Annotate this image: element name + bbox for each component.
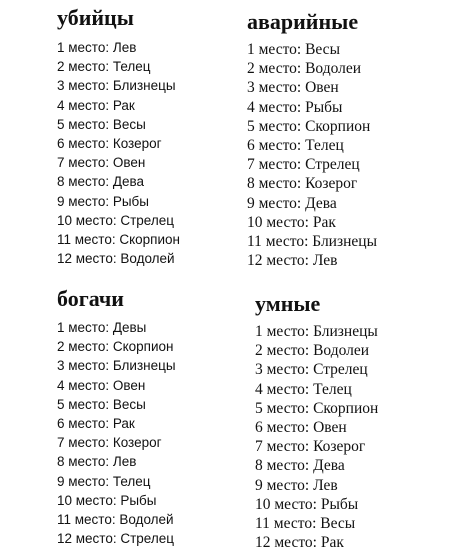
list-item: 11 место: Водолей — [57, 512, 174, 528]
list-item: 12 место: Лев — [247, 252, 338, 270]
list-item: 11 место: Скорпион — [57, 232, 180, 248]
list-item: 8 место: Дева — [255, 457, 345, 475]
list-item: 6 место: Рак — [57, 416, 135, 432]
list-item: 10 место: Стрелец — [57, 212, 174, 228]
section-title: аварийные — [247, 9, 359, 34]
list-item: 3 место: Близнецы — [57, 78, 176, 94]
ranking-list — [57, 318, 176, 548]
list-item: 4 место: Овен — [57, 377, 146, 393]
list-item: 1 место: Лев — [57, 40, 137, 55]
list-item: 12 место: Рак — [255, 534, 344, 552]
list-item: 5 место: Скорпион — [247, 117, 371, 135]
ranking-list — [57, 38, 180, 268]
section-rich — [57, 287, 176, 548]
list-item: 4 место: Рак — [57, 97, 135, 113]
list-item: 10 место: Рыбы — [57, 492, 157, 508]
list-item: 12 место: Стрелец — [57, 531, 174, 547]
list-item: 6 место: Козерог — [57, 136, 162, 152]
list-item: 7 место: Козерог — [57, 435, 162, 451]
section-smart — [255, 292, 378, 552]
list-item: 3 место: Овен — [247, 79, 339, 97]
list-item: 5 место: Весы — [57, 116, 146, 132]
list-item: 7 место: Стрелец — [247, 156, 360, 174]
list-item: 1 место: Девы — [57, 320, 147, 335]
list-item: 12 место: Водолей — [57, 251, 175, 267]
list-item: 10 место: Рыбы — [255, 495, 359, 513]
list-item: 2 место: Скорпион — [57, 339, 174, 355]
section-title: богачи — [57, 286, 124, 311]
list-item: 6 место: Овен — [255, 419, 347, 437]
list-item: 9 место: Рыбы — [57, 193, 149, 209]
list-item: 3 место: Стрелец — [255, 361, 368, 379]
ranking-list — [247, 40, 377, 270]
list-item: 11 место: Близнецы — [247, 233, 377, 251]
list-item: 7 место: Козерог — [255, 438, 366, 456]
section-accident-prone — [247, 10, 377, 270]
list-item: 7 место: Овен — [57, 155, 146, 171]
list-item: 8 место: Лев — [57, 454, 137, 470]
list-item: 9 место: Дева — [247, 194, 337, 212]
list-item: 9 место: Телец — [57, 473, 151, 489]
list-item: 4 место: Рыбы — [247, 98, 343, 116]
list-item: 3 место: Близнецы — [57, 358, 176, 374]
list-item: 2 место: Водолеи — [247, 60, 362, 78]
section-killers — [57, 6, 180, 268]
list-item: 2 место: Водолеи — [255, 342, 370, 360]
list-item: 4 место: Телец — [255, 380, 352, 398]
list-item: 5 место: Скорпион — [255, 399, 379, 417]
ranking-list — [255, 322, 378, 552]
list-item: 8 место: Козерог — [247, 175, 358, 193]
section-title: умные — [255, 291, 321, 316]
list-item: 1 место: Весы — [247, 41, 340, 58]
list-item: 10 место: Рак — [247, 213, 336, 231]
list-item: 5 место: Весы — [57, 396, 146, 412]
list-item: 2 место: Телец — [57, 59, 151, 75]
section-title: убийцы — [57, 5, 134, 30]
list-item: 6 место: Телец — [247, 137, 344, 155]
list-item: 8 место: Дева — [57, 174, 145, 190]
list-item: 1 место: Близнецы — [255, 323, 378, 340]
list-item: 9 место: Лев — [255, 476, 338, 494]
list-item: 11 место: Весы — [255, 515, 356, 533]
